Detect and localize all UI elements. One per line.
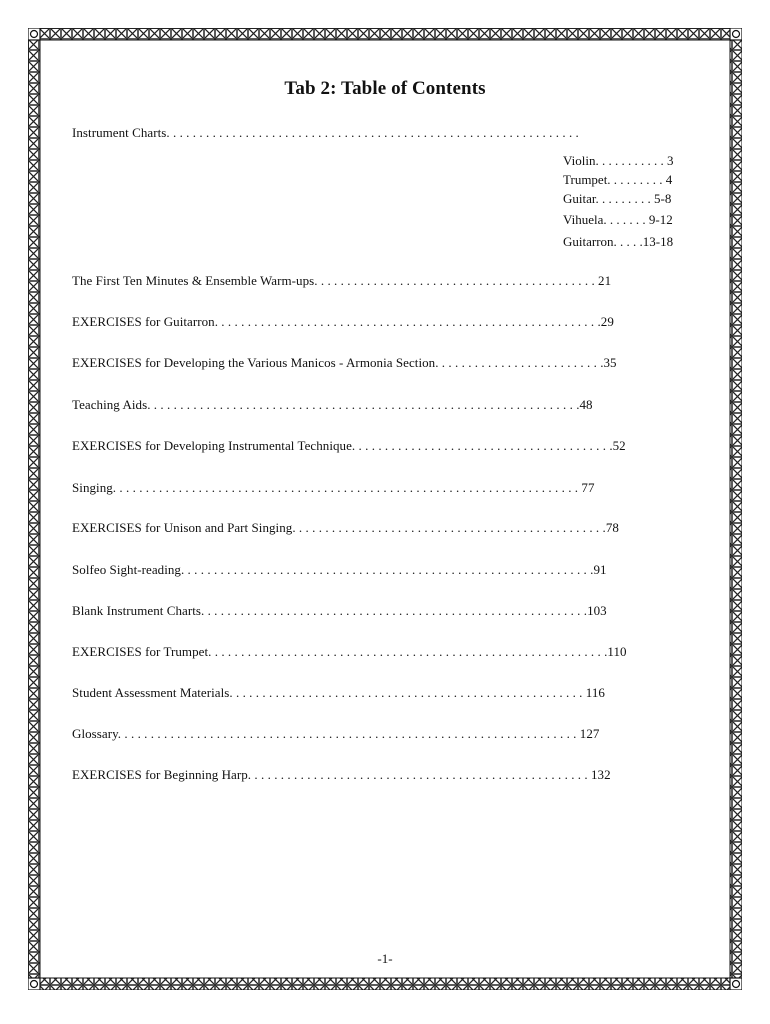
- toc-entry-student-assessment: Student Assessment Materials. . . . . . . . . . . . . . . . . . . . . . . . . . . . . . . . . . . . . . . . . . . . . . . . . . . . . . 116: [72, 685, 605, 700]
- toc-entry-first-ten-minutes: The First Ten Minutes & Ensemble Warm-ups. . . . . . . . . . . . . . . . . . . . . . . . . . . . . . . . . . . . . . . . . . . 21: [72, 273, 612, 288]
- toc-entry-exercises-unison-singing: EXERCISES for Unison and Part Singing. . . . . . . . . . . . . . . . . . . . . . . . . . . . . . . . . . . . . . . . . . . . . . . .78: [72, 520, 619, 535]
- toc-subentry-trumpet: Trumpet. . . . . . . . . 4: [563, 172, 673, 187]
- toc-entry-solfeo: Solfeo Sight-reading. . . . . . . . . . . . . . . . . . . . . . . . . . . . . . . . . . . . . . . . . . . . . . . . . . . . . . . . . . . . . . .91: [72, 562, 607, 577]
- toc-entry-instrument-charts: Instrument Charts. . . . . . . . . . . . . . . . . . . . . . . . . . . . . . . . . . . . . . . . . . . . . . . . . . . . . . . . . . . . . . .: [72, 125, 579, 140]
- toc-entry-singing: Singing. . . . . . . . . . . . . . . . . . . . . . . . . . . . . . . . . . . . . . . . . . . . . . . . . . . . . . . . . . . . . . . . . . . . . . . 77: [72, 480, 595, 495]
- toc-entry-teaching-aids: Teaching Aids. . . . . . . . . . . . . . . . . . . . . . . . . . . . . . . . . . . . . . . . . . . . . . . . . . . . . . . . . . . . . . . . . .48: [72, 397, 593, 412]
- toc-subentry-guitar: Guitar. . . . . . . . . 5-8: [563, 191, 672, 206]
- page-title: Tab 2: Table of Contents: [284, 78, 486, 99]
- toc-entry-exercises-manicos: EXERCISES for Developing the Various Manicos - Armonia Section. . . . . . . . . . . . . . . . . . . . . . . . . .35: [72, 355, 617, 370]
- toc-subentry-guitarron: Guitarron. . . . .13-18: [563, 234, 674, 249]
- toc-subentry-violin: Violin. . . . . . . . . . . 3: [563, 153, 674, 168]
- toc-subentry-vihuela: Vihuela. . . . . . . 9-12: [563, 212, 673, 227]
- toc-entry-blank-instrument-charts: Blank Instrument Charts. . . . . . . . . . . . . . . . . . . . . . . . . . . . . . . . . . . . . . . . . . . . . . . . . . . . . . . . . . .103: [72, 603, 607, 618]
- toc-entry-exercises-guitarron: EXERCISES for Guitarron. . . . . . . . . . . . . . . . . . . . . . . . . . . . . . . . . . . . . . . . . . . . . . . . . . . . . . . . . . .29: [72, 314, 614, 329]
- toc-entry-exercises-instrumental-technique: EXERCISES for Developing Instrumental Technique. . . . . . . . . . . . . . . . . . . . . . . . . . . . . . . . . . . . . . . .52: [72, 438, 626, 453]
- page-number: -1-: [377, 951, 393, 966]
- toc-entry-exercises-trumpet: EXERCISES for Trumpet. . . . . . . . . . . . . . . . . . . . . . . . . . . . . . . . . . . . . . . . . . . . . . . . . . . . . . . . . . . . .110: [72, 644, 627, 659]
- toc-entry-glossary: Glossary. . . . . . . . . . . . . . . . . . . . . . . . . . . . . . . . . . . . . . . . . . . . . . . . . . . . . . . . . . . . . . . . . . . . . . 127: [72, 726, 600, 741]
- toc-entry-exercises-harp: EXERCISES for Beginning Harp. . . . . . . . . . . . . . . . . . . . . . . . . . . . . . . . . . . . . . . . . . . . . . . . . . . . 132: [72, 767, 611, 782]
